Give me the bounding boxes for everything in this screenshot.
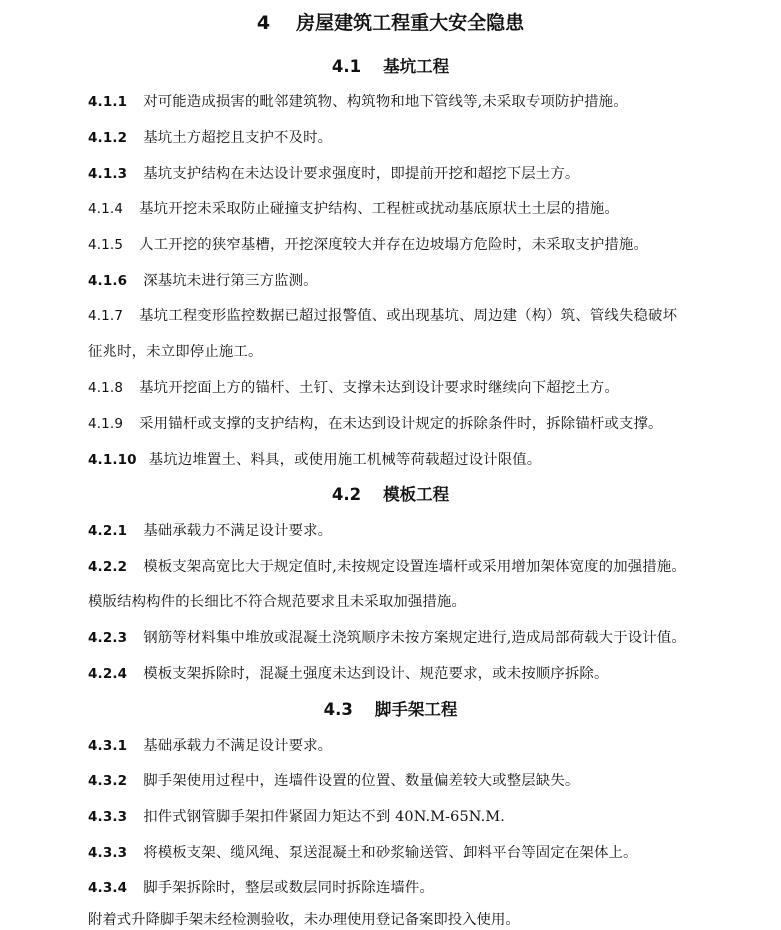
clause-4-3-3a: 4.3.3 扣件式钢管脚手架扣件紧固力矩达不到 40N.M-65N.M. (88, 809, 505, 825)
clause-4-1-2: 4.1.2 基坑土方超挖且支护不及时。 (88, 130, 333, 146)
section-heading-4-3 (0, 699, 781, 721)
clause-4-2-3: 4.2.3 钢筋等材料集中堆放或混凝土浇筑顺序未按方案规定进行,造成局部荷载大于设计值。 (88, 630, 686, 646)
section-title: 脚手架工程 (374, 700, 458, 719)
clause-4-2-2: 4.2.2 模板支架高宽比大于规定值时,未按规定设置连墙杆或采用增加架体宽度的加强措施。 (88, 559, 686, 575)
clause-4-1-6: 4.1.6 深基坑未进行第三方监测。 (88, 273, 318, 289)
clause-4-2-4: 4.2.4 模板支架拆除时，混凝土强度未达到设计、规范要求，或未按顺序拆除。 (88, 666, 609, 682)
section-heading-4-1 (0, 56, 781, 78)
section-title: 基坑工程 (383, 57, 450, 76)
clause-4-3-2: 4.3.2 脚手架使用过程中，连墙件设置的位置、数量偏差较大或整层缺失。 (88, 773, 580, 789)
clause-4-1-5: 4.1.5 人工开挖的狭窄基槽，开挖深度较大并存在边坡塌方危险时，未采取支护措施。 (88, 237, 649, 253)
clause-4-3-3b: 4.3.3 将模板支架、缆风绳、泵送混凝土和砂浆输送管、卸料平台等固定在架体上。 (88, 845, 638, 861)
chapter-title: 房屋建筑工程重大安全隐患 (296, 12, 525, 34)
clause-4-3-1: 4.3.1 基础承载力不满足设计要求。 (88, 738, 333, 754)
chapter-heading (0, 10, 781, 36)
clause-4-2-2-continuation: 模版结构构件的长细比不符合规范要求且未采取加强措施。 (88, 594, 467, 610)
clause-4-1-1: 4.1.1 对可能造成损害的毗邻建筑物、构筑物和地下管线等,未采取专项防护措施。 (88, 94, 628, 110)
clause-4-1-7-continuation: 征兆时，未立即停止施工。 (88, 344, 263, 360)
clause-4-2-1: 4.2.1 基础承载力不满足设计要求。 (88, 523, 333, 539)
section-number: 4.1 (331, 57, 362, 76)
clause-4-1-10: 4.1.10 基坑边堆置土、料具，或使用施工机械等荷载超过设计限值。 (88, 452, 542, 468)
section-number: 4.2 (331, 485, 362, 504)
section-title: 模板工程 (383, 485, 450, 504)
cutoff-line: 附着式升降脚手架未经检测验收，未办理使用登记备案即投入使用。 (88, 912, 520, 928)
clause-4-1-8: 4.1.8 基坑开挖面上方的锚杆、土钉、支撑未达到设计要求时继续向下超挖土方。 (88, 380, 619, 396)
section-number: 4.3 (323, 700, 353, 719)
section-heading-4-2 (0, 484, 781, 506)
clause-4-1-9: 4.1.9 采用锚杆或支撑的支护结构，在未达到设计规定的拆除条件时，拆除锚杆或支撑。 (88, 416, 663, 432)
clause-4-1-4: 4.1.4 基坑开挖未采取防止碰撞支护结构、工程桩或扰动基底原状土土层的措施。 (88, 201, 619, 217)
clause-4-1-7: 4.1.7 基坑工程变形监控数据已超过报警值、或出现基坑、周边建（构）筑、管线失稳破坏 (88, 308, 678, 324)
clause-4-3-4: 4.3.4 脚手架拆除时，整层或数层同时拆除连墙件。 (88, 880, 435, 896)
clause-4-1-3: 4.1.3 基坑支护结构在未达设计要求强度时，即提前开挖和超挖下层土方。 (88, 166, 580, 182)
chapter-number: 4 (256, 12, 271, 34)
